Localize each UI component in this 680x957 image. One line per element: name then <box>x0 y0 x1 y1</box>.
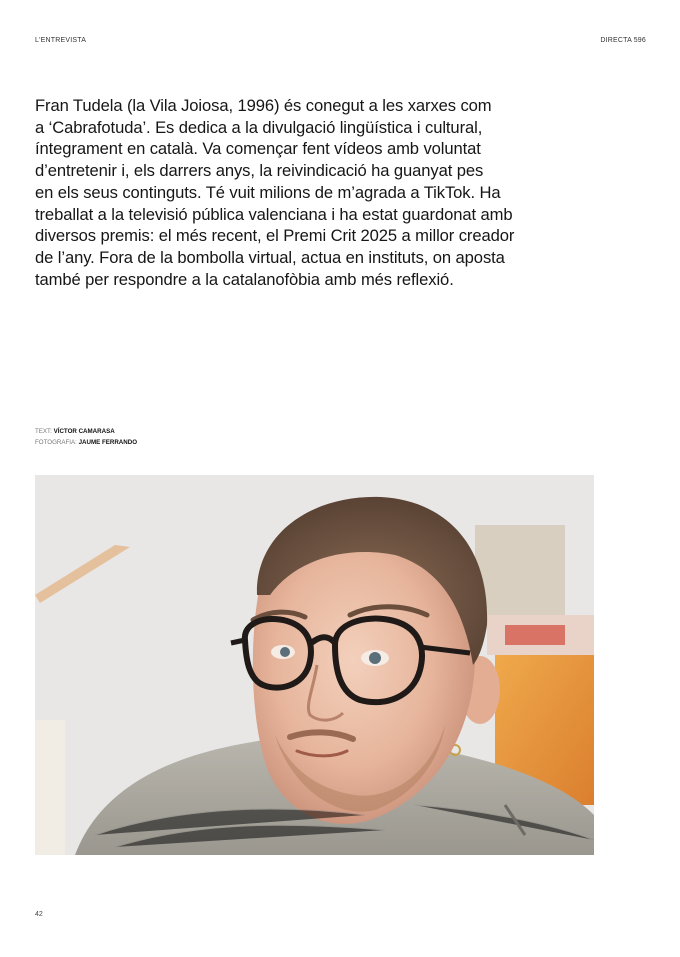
text-credit-label: TEXT: <box>35 428 52 435</box>
intro-paragraph <box>35 95 605 290</box>
intro-line: a ‘Cabrafotuda’. Es dedica a la divulgació lingüística i cultural, <box>35 117 483 137</box>
intro-line: d’entretenir i, els darrers anys, la reivindicació ha guanyat pes <box>35 161 484 181</box>
intro-line: també per respondre a la catalanofòbia amb més reflexió. <box>35 269 454 289</box>
intro-line: en els seus continguts. Té vuit milions de m’agrada a TikTok. Ha <box>35 182 501 202</box>
photo-credit-name: JAUME FERRANDO <box>78 439 138 446</box>
text-credit-name: VÍCTOR CAMARASA <box>53 428 115 435</box>
intro-line: de l’any. Fora de la bombolla virtual, actua en instituts, on aposta <box>35 247 505 267</box>
intro-line: diversos premis: el més recent, el Premi Crit 2025 a millor creador <box>35 226 515 246</box>
page-number: 42 <box>35 911 43 918</box>
portrait-photo <box>35 475 594 855</box>
photo-credit-label: FOTOGRAFIA: <box>35 439 77 446</box>
section-label: L'ENTREVISTA <box>35 37 87 44</box>
issue-label: DIRECTA 596 <box>600 37 646 44</box>
intro-line: íntegrament en català. Va començar fent vídeos amb voluntat <box>35 139 481 159</box>
intro-line: treballat a la televisió pública valenciana i ha estat guardonat amb <box>35 204 513 224</box>
text-credit <box>35 426 137 437</box>
intro-line: Fran Tudela (la Vila Joiosa, 1996) és conegut a les xarxes com <box>35 96 492 115</box>
photo-credit <box>35 437 137 448</box>
background-box <box>475 525 565 615</box>
credits <box>35 426 137 448</box>
